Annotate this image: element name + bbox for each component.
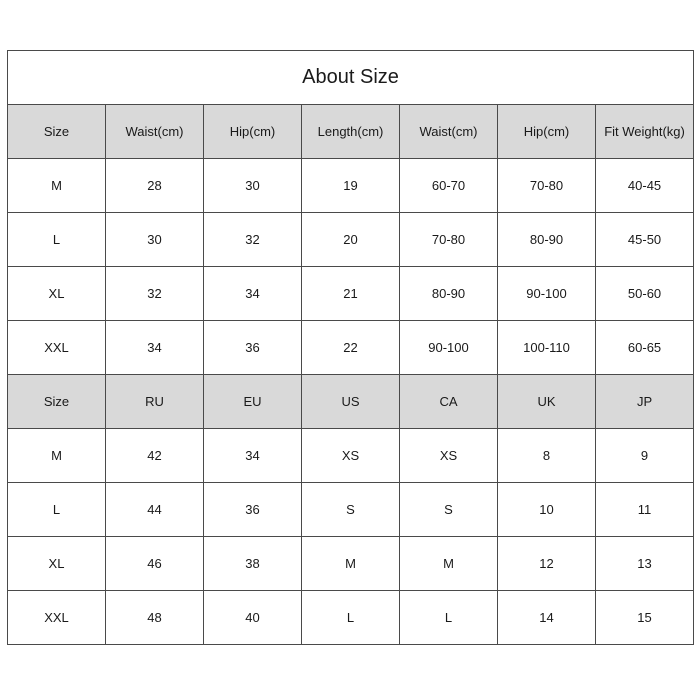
table-cell: L (302, 591, 400, 645)
title-row (8, 51, 694, 105)
table-cell: XS (302, 429, 400, 483)
table-cell: 30 (204, 159, 302, 213)
table-cell: 42 (106, 429, 204, 483)
table-row (8, 267, 694, 321)
table-cell: 32 (204, 213, 302, 267)
table-cell: 100-110 (498, 321, 596, 375)
table-cell: 38 (204, 537, 302, 591)
size-cell: XXL (8, 591, 106, 645)
table-cell: 13 (596, 537, 694, 591)
table-cell: 60-65 (596, 321, 694, 375)
table-cell: 90-100 (498, 267, 596, 321)
table-cell: 12 (498, 537, 596, 591)
table-cell: 21 (302, 267, 400, 321)
table-cell: 20 (302, 213, 400, 267)
table-cell: 46 (106, 537, 204, 591)
table-cell: 70-80 (498, 159, 596, 213)
header-cell: EU (204, 375, 302, 429)
table-row (8, 591, 694, 645)
table-cell: 45-50 (596, 213, 694, 267)
table-cell: 30 (106, 213, 204, 267)
header-cell: Fit Weight(kg) (596, 105, 694, 159)
size-cell: XL (8, 267, 106, 321)
table-cell: 36 (204, 483, 302, 537)
table-cell: 9 (596, 429, 694, 483)
table-cell: 40 (204, 591, 302, 645)
header-cell: UK (498, 375, 596, 429)
table-cell: 34 (204, 429, 302, 483)
table-row (8, 213, 694, 267)
size-cell: XL (8, 537, 106, 591)
table-cell: S (400, 483, 498, 537)
table-cell: 48 (106, 591, 204, 645)
size-cell: M (8, 159, 106, 213)
table-cell: 50-60 (596, 267, 694, 321)
header-cell: Waist(cm) (400, 105, 498, 159)
table-cell: 19 (302, 159, 400, 213)
table-cell: 44 (106, 483, 204, 537)
table-cell: S (302, 483, 400, 537)
header-cell: Hip(cm) (204, 105, 302, 159)
measurement-header-row (8, 105, 694, 159)
table-cell: M (302, 537, 400, 591)
table-cell: XS (400, 429, 498, 483)
table-cell: 60-70 (400, 159, 498, 213)
size-cell: L (8, 483, 106, 537)
table-cell: 8 (498, 429, 596, 483)
table-cell: 22 (302, 321, 400, 375)
size-chart (7, 50, 693, 643)
header-cell: JP (596, 375, 694, 429)
table-row (8, 483, 694, 537)
size-cell: M (8, 429, 106, 483)
table-row (8, 321, 694, 375)
header-cell: Length(cm) (302, 105, 400, 159)
table-cell: 34 (204, 267, 302, 321)
table-title: About Size (8, 51, 694, 105)
header-cell: Size (8, 375, 106, 429)
table-cell: L (400, 591, 498, 645)
table-row (8, 429, 694, 483)
table-cell: 80-90 (498, 213, 596, 267)
table-cell: 40-45 (596, 159, 694, 213)
header-cell: RU (106, 375, 204, 429)
table-cell: 32 (106, 267, 204, 321)
size-cell: L (8, 213, 106, 267)
table-cell: 34 (106, 321, 204, 375)
table-cell: 70-80 (400, 213, 498, 267)
table-cell: 15 (596, 591, 694, 645)
table-cell: 36 (204, 321, 302, 375)
header-cell: Waist(cm) (106, 105, 204, 159)
size-cell: XXL (8, 321, 106, 375)
header-cell: Size (8, 105, 106, 159)
table-cell: 28 (106, 159, 204, 213)
table-cell: 90-100 (400, 321, 498, 375)
table-row (8, 159, 694, 213)
size-table (7, 50, 694, 645)
table-cell: 10 (498, 483, 596, 537)
conversion-header-row (8, 375, 694, 429)
header-cell: Hip(cm) (498, 105, 596, 159)
table-cell: M (400, 537, 498, 591)
table-cell: 14 (498, 591, 596, 645)
header-cell: CA (400, 375, 498, 429)
table-cell: 11 (596, 483, 694, 537)
table-cell: 80-90 (400, 267, 498, 321)
header-cell: US (302, 375, 400, 429)
table-row (8, 537, 694, 591)
